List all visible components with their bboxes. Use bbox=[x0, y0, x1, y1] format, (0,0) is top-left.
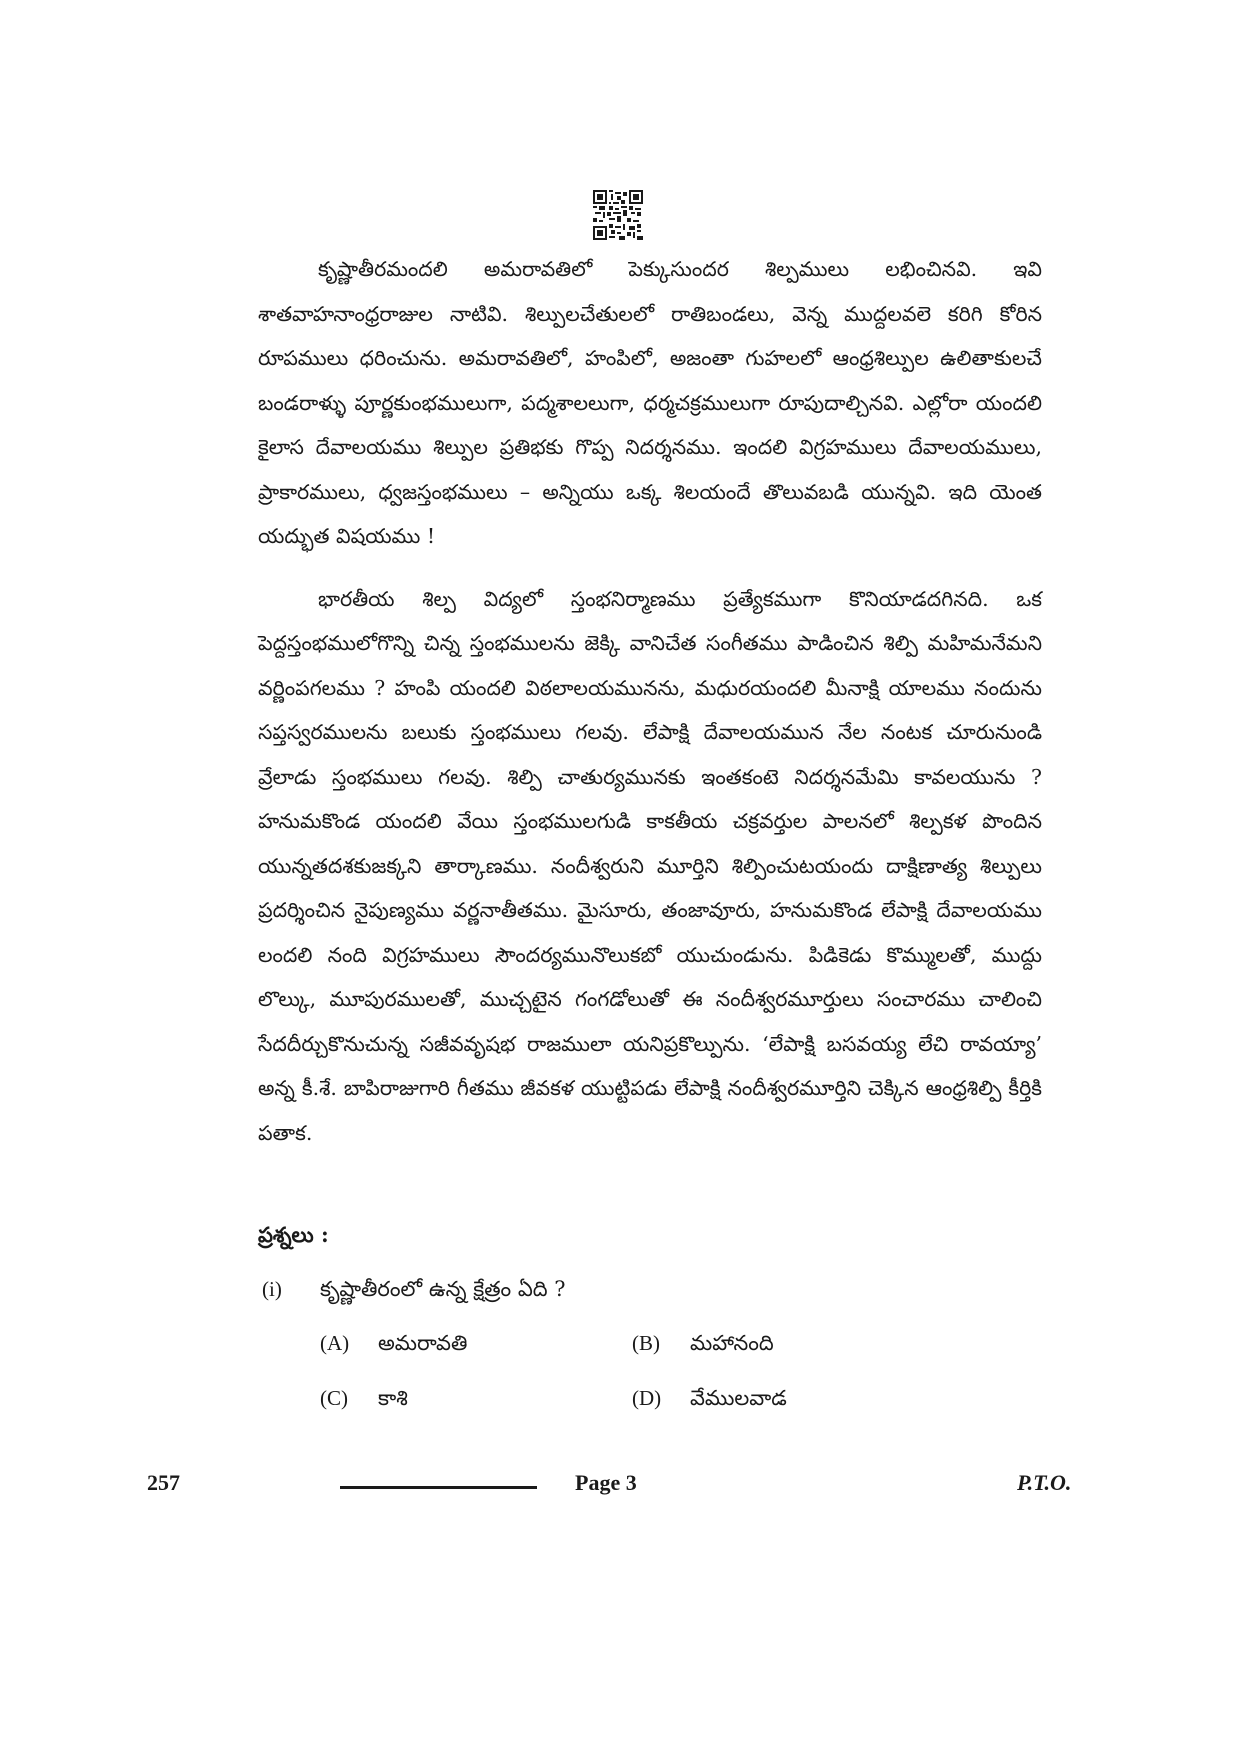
reading-passage bbox=[258, 247, 1042, 1155]
footer-divider bbox=[340, 1486, 537, 1489]
page-number: Page 3 bbox=[575, 1470, 637, 1495]
passage-paragraph-1: కృష్ణాతీరమందలి అమరావతిలో పెక్కుసుందర శిల్పములు లభించినవి. ఇవి శాతవాహనాంధ్రరాజుల నాటివి. శిల్పులచేతులలో రాతిబండలు, వెన్న ముద్దలవలె కరిగి కోరిన రూపములు ధరించును. అమరావతిలో, హంపిలో, అజంతా గుహలలో ఆంధ్రశిల్పుల ఉలితాకులచే బండరాళ్ళు పూర్ణకుంభములుగా, పద్మశాలలుగా, ధర్మచక్రములుగా రూపుదాల్చినవి. ఎల్లోరా యందలి కైలాస దేవాలయము శిల్పుల ప్రతిభకు గొప్ప నిదర్శనము. ఇందలి విగ్రహములు దేవాలయములు, ప్రాకారములు, ధ్వజస్తంభములు – అన్నియు ఒక్క శిలయందే తొలువబడి యున్నవి. ఇది యెంత యద్భుత విషయము ! bbox=[258, 257, 1042, 548]
option-letter: (D) bbox=[632, 1386, 662, 1410]
passage-paragraph-2: భారతీయ శిల్ప విద్యలో స్తంభనిర్మాణము ప్రత్యేకముగా కొనియాడదగినది. ఒక పెద్దస్తంభములోగొన్ని చిన్న స్తంభములను జెక్కి వానిచేత సంగీతము పాడించిన శిల్పి మహిమనేమని వర్ణింపగలము ? హంపి యందలి విఠలాలయమునను, మధురయందలి మీనాక్షి యాలము నందును సప్తస్వరములను బలుకు స్తంభములు గలవు. లేపాక్షి దేవాలయమున నేల నంటక చూరునుండి వ్రేలాడు స్తంభములు గలవు. శిల్పి చాతుర్యమునకు ఇంతకంటె నిదర్శనమేమి కావలయును ? హనుమకొండ యందలి వేయి స్తంభములగుడి కాకతీయ చక్రవర్తుల పాలనలో శిల్పకళ పొందిన యున్నతదశకుజక్కని తార్కాణము. నందీశ్వరుని మూర్తిని శిల్పించుటయందు దాక్షిణాత్య శిల్పులు ప్రదర్శించిన నైపుణ్యము వర్ణనాతీతము. మైసూరు, తంజావూరు, హనుమకొండ లేపాక్షి దేవాలయము లందలి నంది విగ్రహములు సౌందర్యమునొలుకబో యుచుండును. పిడికెడు కొమ్ములతో, ముద్దు లొల్కు, మూపురములతో, ముచ్చటైన గంగడోలుతో ఈ నందీశ్వరమూర్తులు సంచారము చాలించి సేదదీర్చుకొనుచున్న సజీవవృషభ రాజములా యనిప్రకొల్పును. ‘లేపాక్షి బసవయ్య లేచి రావయ్యా’ అన్న కీ.శే. బాపిరాజుగారి గీతము జీవకళ యుట్టిపడు లేపాక్షి నందీశ్వరమూర్తిని చెక్కిన ఆంధ్రశిల్పి కీర్తికి పతాక. bbox=[258, 586, 1042, 1145]
option-d bbox=[632, 1386, 787, 1416]
question-1 bbox=[262, 1277, 566, 1307]
please-turn-over: P.T.O. bbox=[1017, 1470, 1072, 1495]
questions-heading: ప్రశ్నలు : bbox=[258, 1222, 329, 1247]
option-text: కాశి bbox=[378, 1386, 408, 1410]
option-c bbox=[320, 1386, 408, 1416]
option-letter: (B) bbox=[632, 1331, 660, 1355]
option-text: వేములవాడ bbox=[690, 1386, 787, 1410]
option-a bbox=[320, 1331, 467, 1361]
question-number: (i) bbox=[262, 1277, 282, 1301]
option-letter: (C) bbox=[320, 1386, 348, 1410]
option-letter: (A) bbox=[320, 1331, 350, 1355]
option-text: అమరావతి bbox=[378, 1331, 468, 1355]
paper-code: 257 bbox=[147, 1470, 180, 1495]
option-text: మహానంది bbox=[690, 1331, 774, 1355]
question-text: కృష్ణాతీరంలో ఉన్న క్షేత్రం ఏది ? bbox=[320, 1277, 566, 1301]
qr-code-icon bbox=[593, 190, 643, 240]
option-b bbox=[632, 1331, 774, 1361]
